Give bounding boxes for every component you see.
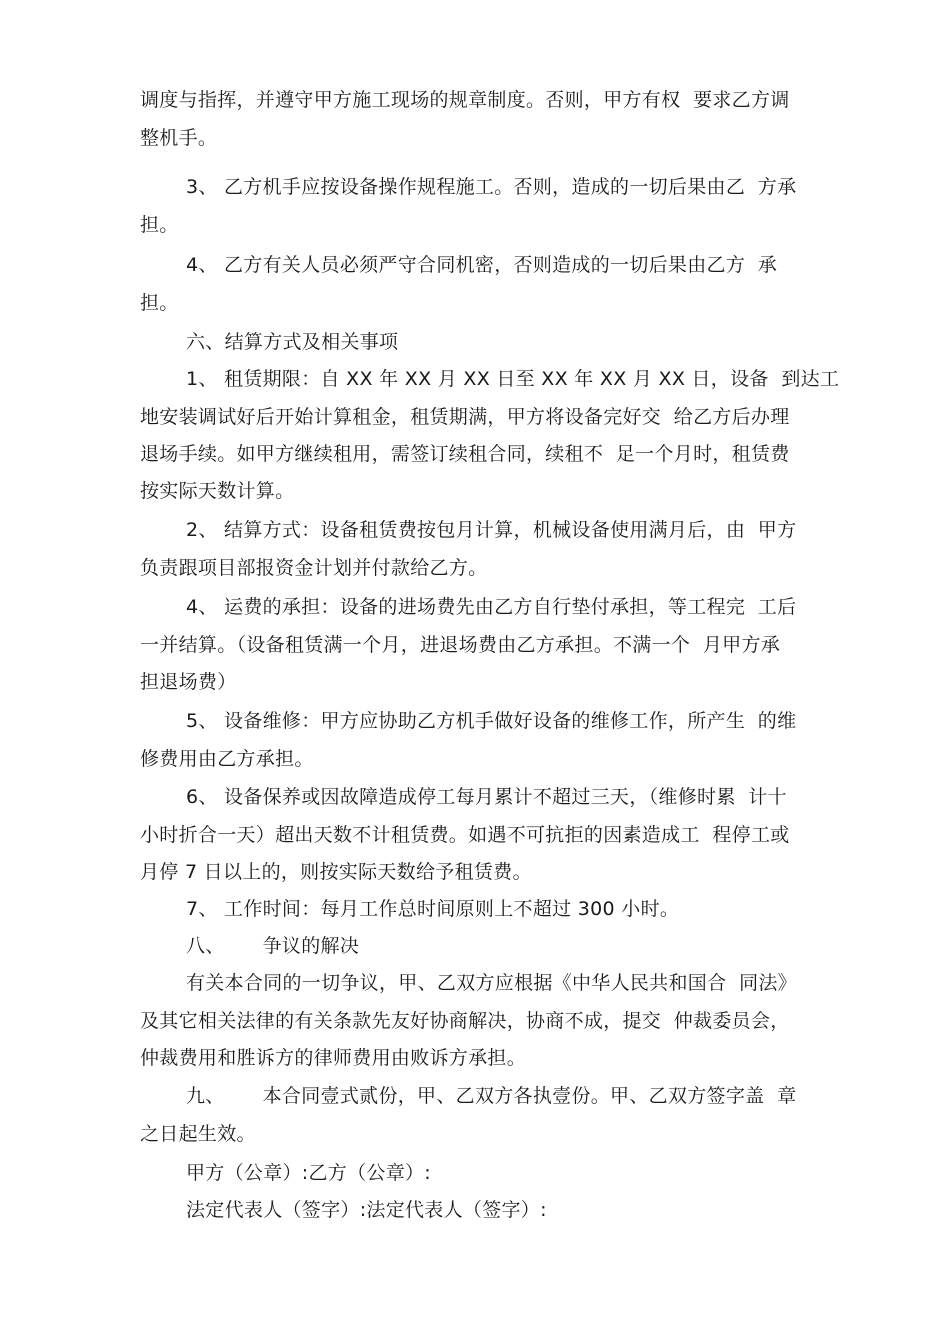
text-line: 7、 工作时间：每月工作总时间原则上不超过 300 小时。 (186, 898, 680, 920)
text-line: 担。 (140, 292, 179, 314)
text-line: 仲裁费用和胜诉方的律师费用由败诉方承担。 (140, 1047, 527, 1069)
text-line: 担退场费） (140, 671, 237, 693)
section-heading: 八、 争议的解决 (186, 935, 360, 957)
text-line: 月停 7 日以上的，则按实际天数给予租赁费。 (140, 861, 532, 883)
text-line: 6、 设备保养或因故障造成停工每月累计不超过三天，（维修时累 计十 (186, 786, 787, 808)
text-line: 一并结算。（设备租赁满一个月，进退场费由乙方承担。不满一个 月甲方承 (140, 634, 781, 656)
text-line: 整机手。 (140, 127, 218, 149)
text-line: 4、 运费的承担：设备的进场费先由乙方自行垫付承担，等工程完 工后 (186, 596, 797, 618)
text-line: 负责跟项目部报资金计划并付款给乙方。 (140, 557, 488, 579)
signature-line-seal: 甲方（公章）:乙方（公章）: (186, 1162, 432, 1184)
text-line: 之日起生效。 (140, 1123, 256, 1145)
text-line: 5、 设备维修：甲方应协助乙方机手做好设备的维修工作，所产生 的维 (186, 710, 797, 732)
section-heading: 六、结算方式及相关事项 (186, 331, 399, 353)
text-line: 2、 结算方式：设备租赁费按包月计算，机械设备使用满月后，由 甲方 (186, 519, 797, 541)
text-line: 调度与指挥，并遵守甲方施工现场的规章制度。否则，甲方有权 要求乙方调 (140, 89, 790, 111)
text-line: 3、 乙方机手应按设备操作规程施工。否则，造成的一切后果由乙 方承 (186, 176, 797, 198)
text-line: 担。 (140, 214, 179, 236)
signature-line-representative: 法定代表人（签字）:法定代表人（签字）: (186, 1199, 547, 1221)
text-line: 按实际天数计算。 (140, 480, 295, 502)
text-line: 退场手续。如甲方继续租用，需签订续租合同，续租不 足一个月时，租赁费 (140, 443, 790, 465)
text-line: 地安装调试好后开始计算租金，租赁期满，甲方将设备完好交 给乙方后办理 (140, 406, 790, 428)
text-line: 有关本合同的一切争议，甲、乙双方应根据《中华人民共和国合 同法》 (186, 972, 797, 994)
text-line: 小时折合一天）超出天数不计租赁费。如遇不可抗拒的因素造成工 程停工或 (140, 824, 790, 846)
text-line: 4、 乙方有关人员必须严守合同机密，否则造成的一切后果由乙方 承 (186, 254, 778, 276)
text-line: 1、 租赁期限：自 XX 年 XX 月 XX 日至 XX 年 XX 月 XX 日，设备 到达工 (186, 368, 840, 390)
text-line: 及其它相关法律的有关条款先友好协商解决，协商不成，提交 仲裁委员会， (140, 1010, 790, 1032)
text-line: 九、 本合同壹式贰份，甲、乙双方各执壹份。甲、乙双方签字盖 章 (186, 1085, 797, 1107)
text-line: 修费用由乙方承担。 (140, 748, 314, 770)
